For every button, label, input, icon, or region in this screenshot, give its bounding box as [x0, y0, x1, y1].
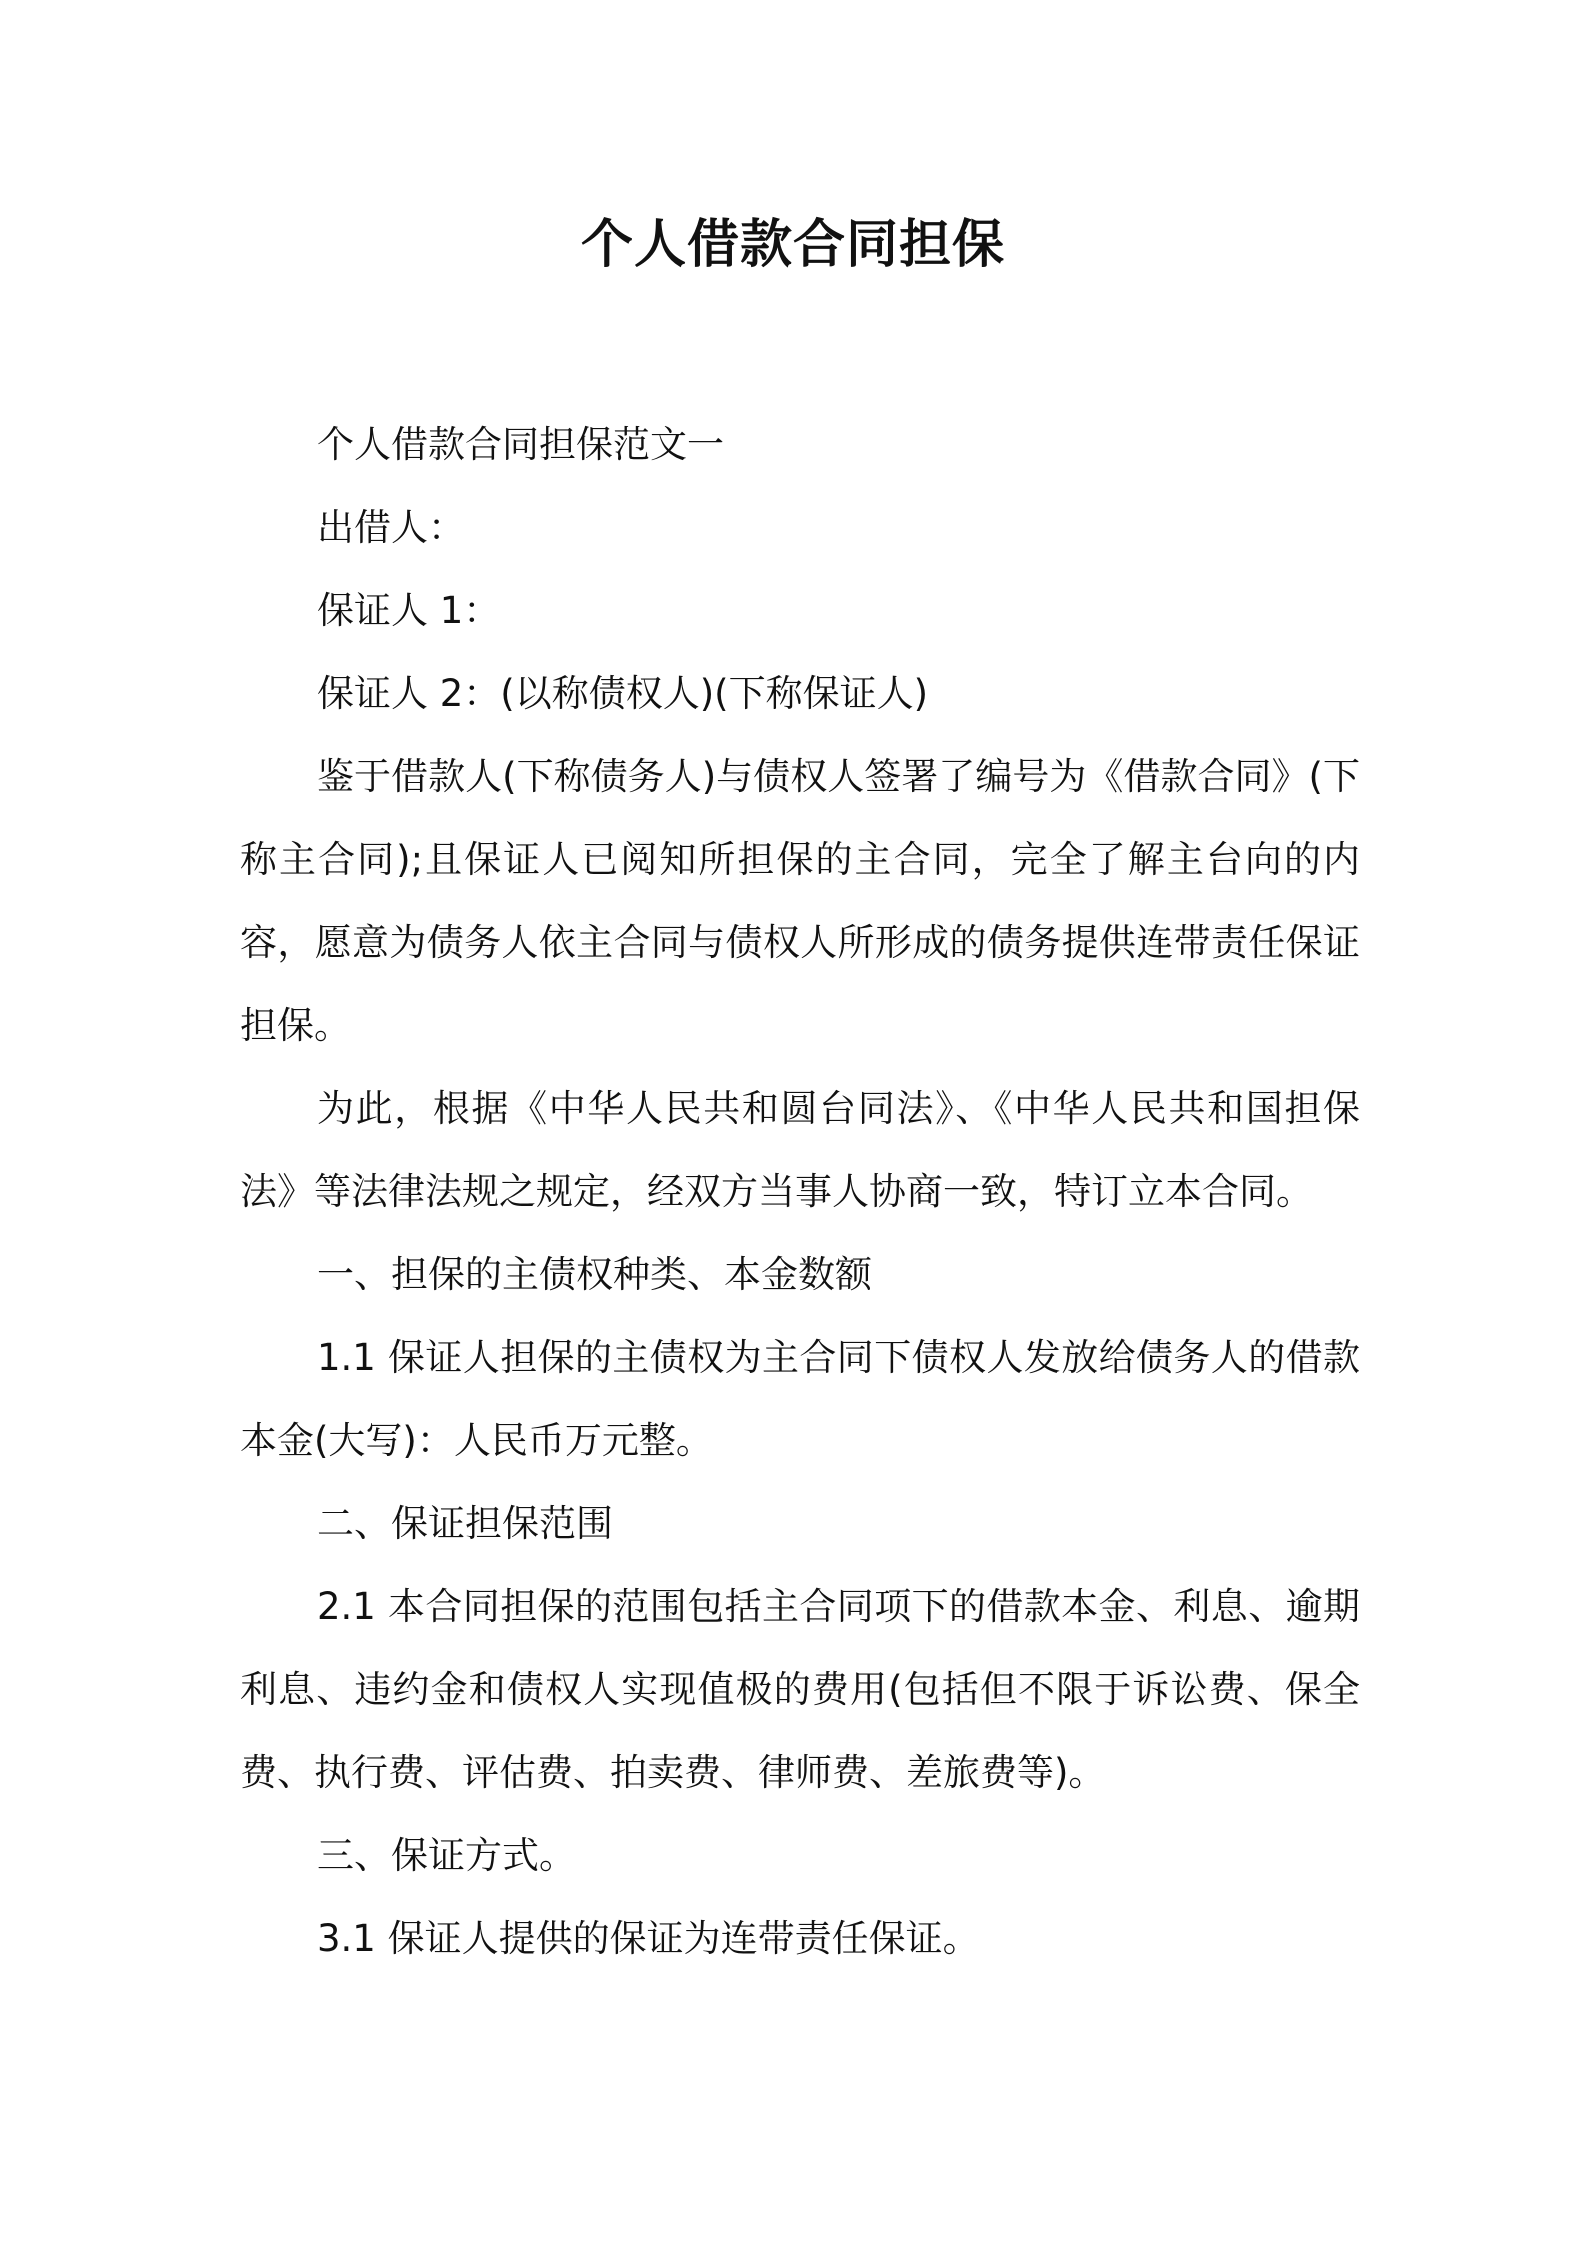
paragraph-legal-basis: 为此，根据《中华人民共和圆台同法》、《中华人民共和国担保法》等法律法规之规定，经双方当事人协商一致，特订立本合同。 [240, 1087, 1360, 1213]
document-body [240, 403, 1360, 1980]
paragraph-guarantor-1: 保证人 1： [317, 589, 501, 632]
clause-3-1: 3.1 保证人提供的保证为连带责任保证。 [317, 1917, 980, 1960]
section-heading-2: 二、保证担保范围 [317, 1502, 613, 1545]
paragraph-lender: 出借人： [317, 506, 465, 549]
document-title: 个人借款合同担保 [580, 215, 1005, 275]
clause-1-1: 1.1 保证人担保的主债权为主合同下债权人发放给债务人的借款本金(大写)：人民币万元整。 [240, 1336, 1360, 1462]
section-heading-3: 三、保证方式。 [317, 1834, 576, 1877]
paragraph-whereas: 鉴于借款人(下称债务人)与债权人签署了编号为《借款合同》(下称主合同);且保证人已阅知所担保的主合同，完全了解主台向的内容，愿意为债务人依主合同与债权人所形成的债务提供连带责任保证担保。 [240, 755, 1360, 1047]
section-heading-1: 一、担保的主债权种类、本金数额 [317, 1253, 872, 1296]
paragraph-guarantor-2: 保证人 2：(以称债权人)(下称保证人) [317, 672, 929, 715]
paragraph-template-heading: 个人借款合同担保范文一 [317, 423, 724, 466]
clause-2-1: 2.1 本合同担保的范围包括主合同项下的借款本金、利息、逾期利息、违约金和债权人实现值极的费用(包括但不限于诉讼费、保全费、执行费、评估费、拍卖费、律师费、差旅费等)。 [240, 1585, 1360, 1794]
